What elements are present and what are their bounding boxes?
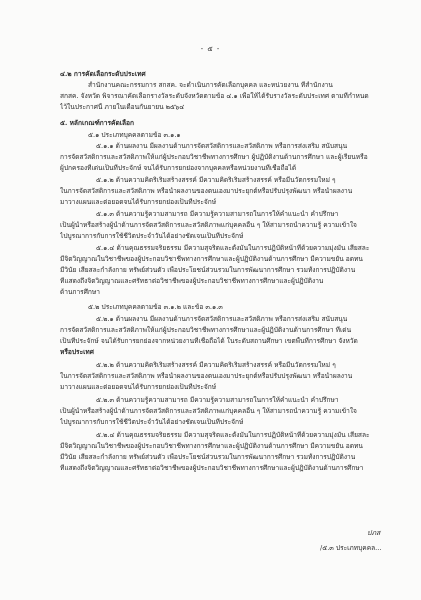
paragraph-line: สกสค. จังหวัด พิจารณาคัดเลือกรางวัลระดับจังหวัดตามข้อ ๔.๑ เพื่อให้ได้รับรางวัลระดับประเทศ ตามที่กำหนด	[60, 92, 369, 100]
criterion-5-2-2: ๕.๒.๒ ด้านความคิดริเริ่มสร้างสรรค์ มีความคิดริเริ่มสร้างสรรค์ หรือมีนวัตกรรมใหม่ ๆ	[96, 361, 336, 369]
paragraph-line: หรือประเทศ	[60, 348, 94, 356]
paragraph-line: ผู้ปกครองที่เด่นเป็นที่ประจักษ์ จนได้รับการยกย่องจากบุคคลหรือหน่วยงานที่เชื่อถือได้	[60, 164, 297, 172]
criterion-5-2-4: ๕.๒.๔ ด้านคุณธรรมจริยธรรม มีความสุจริตและตั้งมั่นในการปฏิบัติหน้าที่ด้วยความมุ่งมั่น เสียสละ	[96, 431, 370, 439]
paragraph-line: เป็นผู้นำหรือสร้างผู้นำด้านการจัดสวัสดิการและสวัสดิภาพแก่บุคคลอื่น ๆ ให้สามารถนำความรู้ ความเข้าใจ	[60, 407, 357, 415]
paragraph-line: สำนักงานคณะกรรมการ สกสค. จะดำเนินการคัดเลือกบุคคล และหน่วยงาน ที่สำนักงาน	[88, 81, 333, 89]
criterion-5-1-1: ๕.๑.๑ ด้านผลงาน มีผลงานด้านการจัดสวัสดิการและสวัสดิภาพ หรือการส่งเสริม สนับสนุน	[96, 142, 348, 150]
page-number: - ๕ -	[200, 45, 221, 53]
section-heading-4-2: ๔.๒ การคัดเลือกระดับประเทศ	[60, 70, 146, 78]
subsection-heading-5-2: ๕.๒ ประเภทบุคคลตามข้อ ๓.๑.๒ และข้อ ๓.๑.๓	[88, 303, 223, 311]
criterion-5-2-3: ๕.๒.๓ ด้านความรู้ความสามารถ มีความรู้ความสามารถในการให้คำแนะนำ คำปรึกษา	[96, 396, 339, 404]
criterion-5-1-4: ๕.๑.๔ ด้านคุณธรรมจริยธรรม มีความสุจริตและตั้งมั่นในการปฏิบัติหน้าที่ด้วยความมุ่งมั่น เสียสละ	[96, 244, 370, 252]
initials-signature: ปภส	[367, 529, 381, 537]
paragraph-line: ไว้ในประกาศนี้ ภายในเดือนกันยายน ๒๕๖๔	[60, 103, 185, 111]
paragraph-line: มีวินัย เสียสละกำลังกาย ทรัพย์ส่วนตัว เพื่อประโยชน์ส่วนรวมในการพัฒนาการศึกษา รวมทั้งการปฏิบัติงาน	[60, 453, 356, 461]
paragraph-line: ไปบูรณาการกับการใช้ชีวิตประจำวันได้อย่างชัดเจนเป็นที่ประจักษ์	[60, 232, 244, 240]
paragraph-line: เป็นผู้นำหรือสร้างผู้นำด้านการจัดสวัสดิการและสวัสดิภาพแก่บุคคลอื่น ๆ ให้สามารถนำความรู้ ความเข้าใจ	[60, 221, 357, 229]
paragraph-line: ในการจัดสวัสดิการและสวัสดิภาพ หรือนำผลงานของตนเองมาประยุกต์หรือปรับปรุงพัฒนา หรือนำผลงาน	[60, 187, 353, 195]
criterion-5-1-3: ๕.๑.๓ ด้านความรู้ความสามารถ มีความรู้ความสามารถในการให้คำแนะนำ คำปรึกษา	[96, 210, 339, 218]
paragraph-line: ในการจัดสวัสดิการและสวัสดิภาพ หรือนำผลงานของตนเองมาประยุกต์หรือปรับปรุงพัฒนา หรือนำผลงาน	[60, 372, 353, 380]
criterion-5-1-2: ๕.๑.๒ ด้านความคิดริเริ่มสร้างสรรค์ มีความคิดริเริ่มสร้างสรรค์ หรือมีนวัตกรรมใหม่ ๆ	[96, 176, 336, 184]
paragraph-line: มาวางแผนและต่อยอดจนได้รับการยกย่องเป็นที่ประจักษ์	[60, 383, 217, 391]
paragraph-line: ที่แสดงถึงจิตวิญญาณและศรัทธาต่อวิชาชีพของผู้ประกอบวิชาชีพทางการศึกษาและผู้ปฏิบัติงาน	[60, 277, 324, 285]
paragraph-line: การจัดสวัสดิการและสวัสดิภาพให้แก่ผู้ประกอบวิชาชีพทางการศึกษาและผู้ปฏิบัติงานด้านการศึกษา ที่เด่น	[60, 326, 352, 334]
paragraph-line: มีจิตวิญญาณในวิชาชีพของผู้ประกอบวิชาชีพทางการศึกษาและผู้ปฏิบัติงานด้านการศึกษา มีความขยัน อดทน	[60, 255, 363, 263]
paragraph-line: เป็นที่ประจักษ์ จนได้รับการยกย่องจากหน่วยงานที่เชื่อถือได้ ในระดับสถานศึกษา เขตพื้นที่การศึกษา จังหวัด	[60, 337, 358, 345]
paragraph-line: มีจิตวิญญาณในวิชาชีพของผู้ประกอบวิชาชีพทางการศึกษาและผู้ปฏิบัติงานด้านการศึกษา มีความขยัน อดทน	[60, 442, 363, 450]
subsection-heading-5-1: ๕.๑ ประเภทบุคคลตามข้อ ๓.๑.๑	[88, 131, 181, 139]
paragraph-line: มีวินัย เสียสละกำลังกาย ทรัพย์ส่วนตัว เพื่อประโยชน์ส่วนรวมในการพัฒนาการศึกษา รวมทั้งการปฏิบัติงาน	[60, 266, 356, 274]
continued-footer: /๕.๓ ประเภทบุคคล...	[320, 544, 382, 552]
paragraph-line: มาวางแผนและต่อยอดจนได้รับการยกย่องเป็นที่ประจักษ์	[60, 198, 217, 206]
section-heading-5: ๕. หลักเกณฑ์การคัดเลือก	[60, 119, 134, 127]
paragraph-line: การจัดสวัสดิการและสวัสดิภาพให้แก่ผู้ประกอบวิชาชีพทางการศึกษา ผู้ปฏิบัติงานด้านการศึกษา และผู้เรียนหรือ	[60, 153, 368, 161]
paragraph-line: ด้านการศึกษา	[60, 288, 100, 296]
paragraph-line: ไปบูรณาการกับการใช้ชีวิตประจำวันได้อย่างชัดเจนเป็นที่ประจักษ์	[60, 418, 244, 426]
paragraph-line: ที่แสดงถึงจิตวิญญาณและศรัทธาต่อวิชาชีพของผู้ประกอบวิชาชีพทางการศึกษาและผู้ปฏิบัติงานด้านการศึกษา	[60, 464, 364, 472]
criterion-5-2-1: ๕.๒.๑ ด้านผลงาน มีผลงานด้านการจัดสวัสดิการและสวัสดิภาพ หรือการส่งเสริม สนับสนุน	[96, 315, 348, 323]
